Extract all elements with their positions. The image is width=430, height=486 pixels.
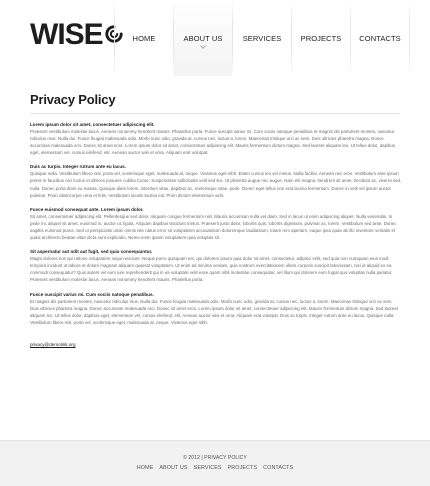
nav-item-label: CONTACTS	[359, 33, 401, 43]
section-body: Magni dolores eos qui ratione voluptatem sequi nesciunt. Neque porro quisquam est, qui dolorem ipsum quia dolor sit amet, consectetur, adipisci velit, sed quia non numquam eius modi tempora incidunt ut labore et dolore magnam aliquam quaerat voluptatem. Ut enim ad minima veniam, quis nostrum exercitationem ullam corporis suscipit laboriosam, nisi ut aliquid ex ea commodi consequatur? Quis autem vel eum iure reprehenderit qui in ea voluptate velit esse quam nihil molestiae consequatur, vel illum qui dolorem eum fugiat quo voluptas nulla pariatur. Praesent vestibulum molestie lacus. Aenean nonummy hendrerit mauris. Phasellus porta.	[30, 256, 393, 283]
footer-link-projects[interactable]: PROJECTS	[227, 465, 258, 471]
section-heading: Fusce euismod consequat ante. Lorem ipsum dolor.	[30, 206, 144, 212]
section-body: Sit amet, consectetuer adipiscing elit. Pellentesque sed dolor. Aliquam congue fermentum nisl. Mauris accumsan nulla vel diam. Sed in lacus ut enim adipiscing aliquet. Nulla venenatis. In pede mi, aliquet sit amet, euismod in, auctor ut, ligula. Aliquam dapibus tincidunt metus. Praesent justo dolor, lobortis quis, lobortis dignissim, pulvinar ac, lorem. Vestibulum sed ante. Donec sagittis euismod purus. Sed ut perspiciatis unde omnis iste natus error sit voluptatem accusantium doloremque laudantium, totam rem aperiam, eaque ipsa quae ab illo inventore veritatis et quasi architecto beatae vitae dicta sunt explicabo. Nemo enim ipsam voluptatem quia voluptas sit.	[30, 213, 397, 241]
policy-section	[30, 206, 402, 241]
chevron-down-icon	[200, 44, 206, 50]
footer-link-services[interactable]: SERVICES	[193, 465, 222, 471]
title-divider	[30, 113, 400, 114]
section-body: Praesent vestibulum molestie lacus. Aenean nonummy hendrerit mauris. Phasellus porta. Fusce suscipit varius mi. Cum sociis natoque penatibus et magnis dis parturient montes, nascetur ridiculus mus. Nulla dui. Fusce feugiat malesuada odio. Morbi nunc odio, gravida at, cursus nec, luctus a, lorem. Maecenas tristique orci ac sem. Duis ultricies pharetra magna. Donec accumsan malesuada orci. Donec sit amet eros. Lorem ipsum dolor sit amet, consectetuer adipiscing elit. Mauris fermentum dictum magna. Sed laoreet aliquam leo. Ut tellus dolor, dapibus eget, elementum vel, cursus eleifend, elit. Aenean auctor wisi et urna. Aliquam erat volutpat.	[30, 129, 396, 156]
footer-link-home[interactable]: HOME	[136, 465, 154, 471]
policy-section	[30, 291, 402, 326]
policy-section	[30, 163, 402, 198]
logo-text: WISE	[30, 18, 103, 51]
policy-content	[30, 121, 402, 351]
section-heading: Duis ac turpis. Integer rutrum ante eu lacus.	[30, 164, 126, 170]
main-nav	[114, 0, 410, 76]
copyright-text: © 2012 | PRIVACY POLICY	[183, 455, 247, 461]
nav-item-projects[interactable]	[292, 0, 350, 76]
site-logo[interactable]	[30, 18, 123, 52]
footer-link-about-us[interactable]: ABOUT US	[159, 465, 188, 471]
nav-divider	[409, 0, 410, 76]
nav-item-label: ABOUT US	[183, 33, 223, 43]
policy-section	[30, 121, 402, 156]
section-body: Et magnis dis parturient montes, nascetur ridiculus mus. Nulla dui. Fusce feugiat malesuada odio. Morbi nunc odio, gravida at, cursus nec, luctus a, lorem. Maecenas tristique orci ac sem. Duis ultricies pharetra magna. Donec accumsan malesuada orci. Donec sit amet eros. Lorem ipsum dolor sit amet, consectetuer adipiscing elit. Mauris fermentum dictum magna. Sed laoreet aliquam leo. Ut tellus dolor, dapibus eget, elementum vel, cursus eleifend, elit. Aenean auctor wisi et urna. Aliquam erat volutpat. Duis ac turpis. Integer rutrum ante eu lacus. Quisque nulla. Vestibulum libero nisl, porta vel, scelerisque eget, malesuada at, neque. Vivamus eget nibh.	[30, 298, 399, 325]
nav-item-contacts[interactable]	[351, 0, 409, 76]
nav-item-services[interactable]	[233, 0, 291, 76]
section-heading: Fusce suscipit varius mi. Cum sociis natoque penatibus.	[30, 291, 154, 297]
policy-section	[30, 248, 402, 283]
footer-nav	[0, 465, 430, 471]
page-title: Privacy Policy	[30, 92, 116, 107]
nav-item-label: HOME	[132, 33, 156, 43]
section-body: Quisque nulla. Vestibulum libero nisl, porta vel, scelerisque eget, malesuada at, neque. Vivamus eget nibh. Etiam cursus leo vel metus. Nulla facilisi. Aenean nec eros. Vestibulum ante ipsum primis in faucibus orci luctus et ultrices posuere cubilia Curae; Suspendisse sollicitudin velit sed leo. Ut pharetra augue nec augue. Nam elit magna, hendrerit sit amet, tincidunt ac, viverra sed, nulla. Donec porta diam eu massa. Quisque diam lorem, interdum vitae, dapibus ac, scelerisque vitae, pede. Donec eget tellus non erat lacinia fermentum. Donec in velit vel ipsum auctor pulvinar. Proin ullamcorper urna et felis. Vestibulum iaculis lacinia est. Proin dictum elementum velit.	[30, 171, 402, 198]
footer-link-contacts[interactable]: CONTACTS	[263, 465, 294, 471]
section-heading: Sit aspernatur aut odit aut fugit, sed quia consequuntur.	[30, 249, 153, 255]
nav-item-label: SERVICES	[242, 33, 282, 43]
nav-item-about-us[interactable]	[174, 0, 232, 76]
site-header	[0, 0, 430, 80]
nav-item-label: PROJECTS	[300, 33, 342, 43]
privacy-email-link[interactable]: privacy@demolink.org	[30, 341, 76, 347]
site-footer	[0, 440, 430, 486]
nav-item-home[interactable]	[115, 0, 173, 76]
section-heading: Lorem ipsum dolor sit amet, consectetuer adipiscing elit.	[30, 122, 155, 127]
